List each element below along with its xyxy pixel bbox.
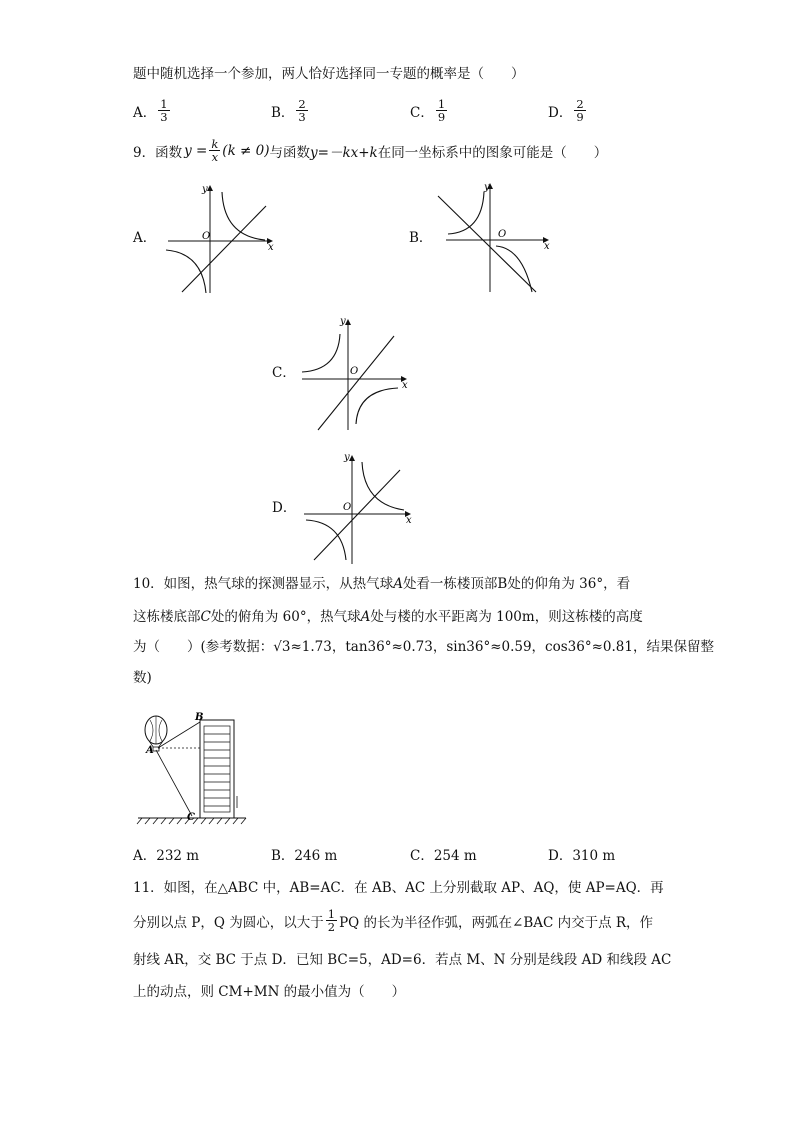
line-of-sight-down	[156, 750, 192, 816]
origin-label: O	[343, 502, 352, 513]
x-label: x	[268, 242, 274, 253]
label-b: B	[195, 712, 204, 723]
origin-label: O	[202, 231, 211, 242]
q10-option-d[interactable]: D．310 m	[548, 848, 616, 864]
q9-option-a-label[interactable]: A．	[133, 230, 157, 246]
hyperbola-branch	[356, 388, 398, 424]
denominator: 3	[160, 110, 168, 125]
q10-figure	[132, 708, 252, 830]
y-label: y	[202, 184, 208, 195]
hyperbola-branch	[302, 334, 340, 372]
q9-stem	[133, 138, 607, 163]
y-label: y	[344, 452, 350, 463]
q11-line1: 11．如图，在△ABC 中，AB=AC．在 AB、AC 上分别截取 AP、AQ，使 AP=AQ．再	[133, 880, 664, 896]
text: 处的俯角为 60°，热气球	[210, 609, 361, 625]
fraction	[436, 98, 447, 123]
hyperbola-branch	[496, 246, 532, 292]
denominator: 9	[576, 110, 584, 125]
text: 为（ ）(参考数据：	[133, 639, 274, 655]
q9-graph-a	[162, 178, 282, 298]
label-a: A	[146, 745, 154, 756]
numerator: 1	[437, 97, 446, 111]
numerator: 1	[160, 97, 168, 111]
x-label: x	[544, 241, 550, 252]
y-label: y	[340, 316, 346, 327]
option-label: B．	[271, 104, 295, 121]
text: 处与楼的水平距离为 100m，则这栋楼的高度	[370, 609, 643, 625]
hyperbola-branch	[222, 192, 265, 240]
denominator: 3	[298, 110, 306, 125]
text: ≈1.73，tan36°≈0.73，sin36°≈0.59，cos36°≈0.81，结果保留整	[290, 639, 714, 655]
line-graph	[438, 196, 536, 292]
fraction	[158, 98, 169, 123]
q9-graph-b	[436, 176, 560, 298]
x-label: x	[402, 380, 408, 391]
q9-fraction	[209, 138, 220, 163]
option-label: A．	[133, 104, 157, 121]
q9-option-c-label[interactable]: C．	[272, 365, 296, 381]
point-c: C	[200, 609, 211, 625]
q9-option-d-label[interactable]: D．	[272, 500, 297, 516]
point-a: A	[360, 609, 371, 625]
q11-line2	[133, 908, 653, 933]
q10-line4: 数)	[133, 670, 152, 686]
q9-tail: 在同一坐标系中的图象可能是（ ）	[377, 144, 608, 161]
origin-label: O	[350, 366, 359, 377]
q8-option-c[interactable]	[410, 98, 449, 123]
q9-connector: 与函数	[269, 144, 310, 161]
q10-option-b[interactable]: B．246 m	[271, 848, 338, 864]
denominator: 2	[327, 920, 336, 935]
q9-option-b-label[interactable]: B．	[409, 230, 433, 246]
line-graph	[314, 470, 400, 560]
hyperbola-branch	[448, 192, 484, 234]
origin-label: O	[498, 229, 507, 240]
hyperbola-branch	[306, 520, 346, 560]
numerator: 2	[298, 97, 306, 111]
q10-option-c[interactable]: C．254 m	[410, 848, 477, 864]
point-a: A	[393, 576, 403, 592]
y-label: y	[484, 182, 490, 193]
hyperbola-branch	[166, 250, 206, 293]
q9-graph-c	[298, 312, 416, 434]
q10-line2	[133, 611, 643, 625]
numerator: 2	[576, 97, 584, 111]
numerator: 1	[327, 907, 336, 921]
fraction	[574, 98, 585, 123]
fraction	[296, 98, 307, 123]
numerator: k	[211, 137, 219, 151]
text: 这栋楼底部	[133, 609, 201, 625]
q9-graph-d	[300, 448, 420, 566]
q10-line3	[133, 641, 714, 655]
q9-func1-lhs: y =	[184, 142, 208, 159]
label-c: C	[187, 812, 195, 823]
text: PQ 的长为半径作弧，两弧在∠BAC 内交于点 R，作	[339, 914, 654, 931]
q9-condition: (k ≠ 0)	[222, 142, 270, 159]
q10-line1	[133, 578, 630, 592]
q8-option-d[interactable]	[548, 98, 588, 123]
q8-text: 题中随机选择一个参加，两人恰好选择同一专题的概率是（ ）	[133, 66, 525, 82]
option-label: D．	[548, 104, 573, 121]
q11-line3: 射线 AR，交 BC 于点 D．已知 BC=5，AD=6．若点 M、N 分别是线段 AD 和线段 AC	[133, 952, 672, 968]
line-graph	[318, 336, 394, 430]
q9-number: 9．函数	[133, 144, 183, 161]
x-label: x	[406, 515, 412, 526]
option-label: C．	[410, 104, 434, 121]
q11-line4: 上的动点，则 CM+MN 的最小值为（ ）	[133, 984, 406, 1000]
q9-func2: y=－kx+k	[310, 144, 378, 161]
building	[200, 720, 234, 818]
q10-option-a[interactable]: A．232 m	[133, 848, 200, 864]
q11-fraction	[326, 908, 337, 933]
denominator: x	[211, 150, 219, 165]
text: 分别以点 P，Q 为圆心，以大于	[133, 914, 324, 931]
text: 10．如图，热气球的探测器显示，从热气球	[133, 576, 394, 592]
sqrt3: √3	[273, 639, 291, 655]
q8-option-b[interactable]	[271, 98, 310, 123]
text: 处看一栋楼顶部B处的仰角为 36°，看	[402, 576, 631, 592]
line-graph	[182, 206, 266, 292]
denominator: 9	[437, 110, 446, 125]
q8-option-a[interactable]	[133, 98, 172, 123]
